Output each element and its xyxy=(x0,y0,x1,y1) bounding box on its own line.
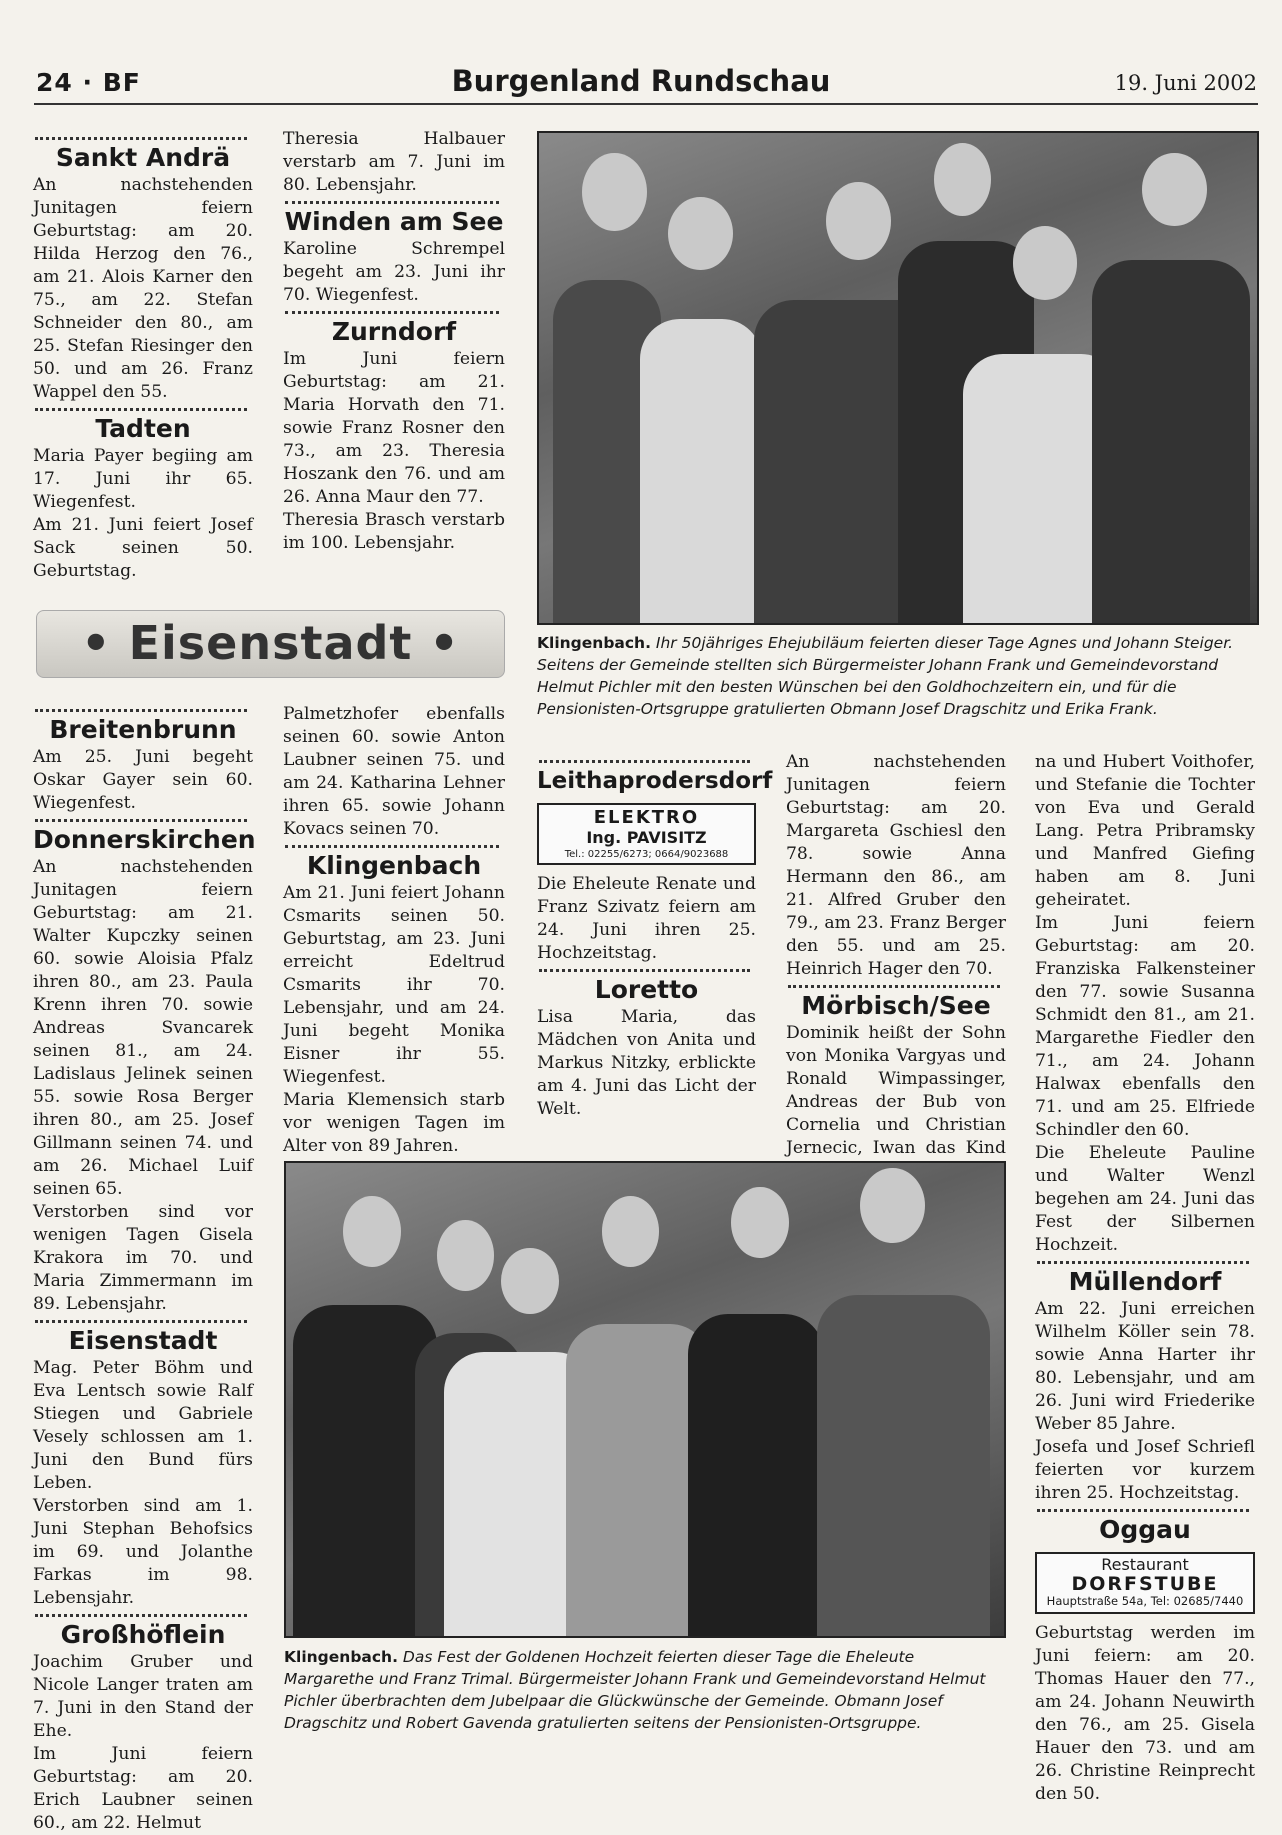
section-banner: • Eisenstadt • xyxy=(36,610,505,678)
article-text: An nachstehenden Junitagen feiern Geburtstag: am 21. Walter Kupczky seinen 60. sowie Aloisia Pfalz ihren 80., am 23. Paula Krenn ihren 70. sowie Andreas Svancarek seinen 81., am 24. Ladislaus Jelinek seinen 55. sowie Rosa Berger ihren 80., am 25. Josef Gillmann seinen 74. und am 26. Michael Luif seinen 65. xyxy=(33,857,253,1199)
section-tadten xyxy=(33,408,253,583)
article-text: Lisa Maria, das Mädchen von Anita und Markus Nitzky, erblickte am 4. Juni das Licht der Welt. xyxy=(537,1007,756,1119)
ad-line: ELEKTRO xyxy=(593,807,700,828)
article-text: Verstorben sind am 1. Juni Stephan Behofsics im 69. und Jolanthe Farkas im 98. Lebensjahr. xyxy=(33,1496,253,1608)
photo-person xyxy=(437,1220,494,1291)
article-text: Karoline Schrempel begeht am 23. Juni ihr 70. Wiegenfest. xyxy=(283,239,505,305)
photo-person xyxy=(1142,153,1207,227)
column-3 xyxy=(537,756,773,1121)
ad-line: Ing. PAVISITZ xyxy=(586,828,707,847)
section-sankt-andrae xyxy=(33,137,253,404)
section-klingenbach xyxy=(283,845,505,1158)
issue-date: 19. Juni 2002 xyxy=(1114,71,1257,95)
divider xyxy=(285,311,499,314)
section-winden-am-see xyxy=(283,201,505,307)
section-oggau xyxy=(1035,1509,1255,1806)
ad-line: Hauptstraße 54a, Tel: 02685/7440 xyxy=(1046,1594,1244,1608)
section-heading: Winden am See xyxy=(284,207,504,236)
article-text: Theresia Brasch verstarb im 100. Lebensjahr. xyxy=(283,510,505,553)
article-text: Verstorben sind vor wenigen Tagen Gisela Krakora im 70. und Maria Zimmermann im 89. Lebensjahr. xyxy=(33,1202,253,1314)
ad-line: Restaurant xyxy=(1101,1555,1189,1574)
section-heading: Sankt Andrä xyxy=(55,143,231,172)
caption-place: Klingenbach. xyxy=(537,634,651,652)
divider xyxy=(35,1614,247,1617)
photo-person xyxy=(602,1196,659,1267)
photo-person xyxy=(1013,226,1078,300)
section-continued xyxy=(1035,751,1255,1257)
divider xyxy=(1037,1509,1249,1512)
article-text: Maria Klemensich starb vor wenigen Tagen im Alter von 89 Jahren. xyxy=(283,1090,505,1156)
ad-elektro-pavisitz xyxy=(537,803,756,865)
section-heading: Zurndorf xyxy=(331,317,457,346)
article-text: Die Eheleute Renate und Franz Szivatz feiern am 24. Juni ihren 25. Hochzeitstag. xyxy=(537,874,756,963)
photo-person xyxy=(501,1248,558,1314)
divider xyxy=(788,985,1000,988)
header-rule xyxy=(34,103,1258,105)
article-text: Geburtstag werden im Juni feiern: am 20. Thomas Hauer den 77., am 24. Johann Neuwirth den 76., am 25. Gisela Hauer den 73. und am 26. Christine Reinprecht den 50. xyxy=(1035,1623,1255,1804)
photo-person xyxy=(640,319,762,623)
article-text: na und Hubert Voithofer, und Stefanie die Tochter von Eva und Gerald Lang. Petra Pribramsky und Manfred Giefing haben am 8. Juni geheiratet. xyxy=(1035,752,1255,910)
page-number: 24 · BF xyxy=(36,68,141,97)
photo-steiger-jubilee xyxy=(537,131,1259,625)
divider xyxy=(1037,1261,1249,1264)
section-heading: Loretto xyxy=(594,975,699,1004)
section-heading: Leithaprodersdorf xyxy=(537,768,773,794)
section-loretto xyxy=(537,969,756,1121)
newspaper-title: Burgenland Rundschau xyxy=(451,64,831,98)
section-leithaprodersdorf xyxy=(537,760,773,965)
photo-person xyxy=(817,1295,989,1636)
article-text: Dominik heißt der Sohn von Monika Vargyas und Ronald Wimpassinger, Andreas der Bub von Cornelia und Christian Jernecic, Iwan das Kind xyxy=(786,1023,1006,1158)
divider xyxy=(35,1320,247,1323)
section-heading: Eisenstadt xyxy=(68,1326,218,1355)
photo-person xyxy=(731,1187,788,1258)
section-continued xyxy=(786,751,1006,981)
photo-person xyxy=(668,197,733,271)
divider xyxy=(285,201,499,204)
divider xyxy=(285,845,499,848)
divider xyxy=(539,969,750,972)
article-text: An nachstehenden Junitagen feiern Geburtstag: am 20. Hilda Herzog den 76., am 21. Alois Karner den 75., am 22. Stefan Schneider den 80., am 25. Stefan Riesinger den 50. und am 26. Franz Wappel den 55. xyxy=(33,175,253,402)
article-text: Joachim Gruber und Nicole Langer traten am 7. Juni in den Stand der Ehe. xyxy=(33,1652,253,1741)
ad-restaurant-dorfstube xyxy=(1035,1552,1255,1614)
article-text: Im Juni feiern Geburtstag: am 21. Maria Horvath den 71. sowie Franz Rosner den 73., am 23. Theresia Hoszank den 76. und am 26. Anna Maur den 77. xyxy=(283,349,505,507)
photo-person xyxy=(1092,260,1250,623)
article-text: Josefa und Josef Schriefl feierten vor kurzem ihren 25. Hochzeitstag. xyxy=(1035,1437,1255,1503)
section-muellendorf xyxy=(1035,1261,1255,1505)
section-heading: Klingenbach xyxy=(306,851,482,880)
section-heading: Großhöflein xyxy=(60,1620,226,1649)
section-heading: Donnerskirchen xyxy=(33,825,256,854)
article-text: An nachstehenden Junitagen feiern Geburtstag: am 20. Margareta Gschiesl den 78. sowie Anna Hermann den 86., am 21. Alfred Gruber den 79., am 23. Franz Berger den 55. und am 25. Heinrich Hager den 70. xyxy=(786,752,1006,979)
article-text: Am 21. Juni feiert Johann Csmarits seinen 50. Geburtstag, am 23. Juni erreicht Edeltrud Csmarits ihr 70. Lebensjahr, und am 24. Juni begeht Monika Eisner ihr 55. Wiegenfest. xyxy=(283,883,505,1087)
article-text: Palmetzhofer ebenfalls seinen 60. sowie Anton Laubner seinen 75. und am 24. Katharina Lehner ihren 65. sowie Johann Kovacs seinen 70. xyxy=(283,704,505,839)
column-4 xyxy=(786,751,1006,1183)
section-continued xyxy=(283,128,505,197)
caption-place: Klingenbach. xyxy=(284,1648,398,1666)
column-1-top xyxy=(33,133,253,583)
article-text: Im Juni feiern Geburtstag: am 20. Franziska Falkensteiner den 77. sowie Susanna Schmidt den 81., am 21. Margarethe Fiedler den 71., am 24. Johann Halwax ebenfalls den 71. und am 25. Elfriede Schindler den 60. xyxy=(1035,913,1255,1140)
photo-caption-1 xyxy=(537,632,1253,720)
article-text: Im Juni feiern Geburtstag: am 20. Erich Laubner seinen 60., am 22. Helmut xyxy=(33,1744,253,1833)
ad-line: DORFSTUBE xyxy=(1071,1573,1219,1595)
article-text: Am 25. Juni begeht Oskar Gayer sein 60. Wiegenfest. xyxy=(33,747,253,813)
section-breitenbrunn xyxy=(33,709,253,815)
divider xyxy=(35,819,247,822)
photo-person xyxy=(860,1168,925,1244)
caption-text: Das Fest der Goldenen Hochzeit feierten dieser Tage die Eheleute Margarethe und Franz Trimal. Bürgermeister Johann Frank und Gemeindevorstand Helmut Pichler überbrachten dem Jubelpaar die Glückwünsche der Gemeinde. Obmann Josef Dragschitz und Robert Gavenda gratulierten seitens der Pensionisten-Ortsgruppe. xyxy=(284,1648,986,1732)
photo-caption-2 xyxy=(284,1646,1000,1734)
column-2-top xyxy=(283,128,505,555)
article-text: Am 21. Juni feiert Josef Sack seinen 50. Geburtstag. xyxy=(33,515,253,581)
divider xyxy=(35,709,247,712)
article-text: Maria Payer begiing am 17. Juni ihr 65. Wiegenfest. xyxy=(33,446,253,512)
article-text: Am 22. Juni erreichen Wilhelm Köller sein 78. sowie Anna Harter ihr 80. Lebensjahr, und am 26. Juni wird Friederike Weber 85 Jahre. xyxy=(1035,1299,1255,1434)
ad-line: Tel.: 02255/6273; 0664/9023688 xyxy=(564,849,729,860)
photo-person xyxy=(826,182,891,260)
section-heading: Tadten xyxy=(95,414,191,443)
column-2-bottom xyxy=(283,703,505,1158)
divider xyxy=(35,408,247,411)
photo-trimal-jubilee xyxy=(284,1161,1006,1638)
section-continued xyxy=(283,703,505,841)
column-1-bottom xyxy=(33,705,256,1835)
photo-person xyxy=(688,1314,824,1636)
section-heading: Oggau xyxy=(1099,1515,1191,1544)
photo-person xyxy=(934,143,991,217)
section-eisenstadt xyxy=(33,1320,253,1610)
section-heading: Breitenbrunn xyxy=(49,715,237,744)
caption-text: Ihr 50jähriges Ehejubiläum feierten dieser Tage Agnes und Johann Steiger. Seitens der Gemeinde stellten sich Bürgermeister Johann Frank und Gemeindevorstand Helmut Pichler mit den besten Wünschen bei den Goldhochzeitern ein, und für die Pensionisten-Ortsgruppe gratulierten Obmann Josef Dragschitz und Erika Frank. xyxy=(537,634,1234,718)
section-heading: Müllendorf xyxy=(1068,1267,1222,1296)
photo-person xyxy=(343,1196,400,1267)
photo-person xyxy=(582,153,647,231)
section-grosshoeflein xyxy=(33,1614,253,1835)
section-moerbisch-see xyxy=(786,985,1006,1183)
article-text: Theresia Halbauer verstarb am 7. Juni im 80. Lebensjahr. xyxy=(283,129,505,195)
article-text: Die Eheleute Pauline und Walter Wenzl begehen am 24. Juni das Fest der Silbernen Hochzeit. xyxy=(1035,1143,1255,1255)
column-5 xyxy=(1035,751,1255,1806)
divider xyxy=(35,137,247,140)
article-text: Mag. Peter Böhm und Eva Lentsch sowie Ralf Stiegen und Gabriele Vesely schlossen am 1. Juni den Bund fürs Leben. xyxy=(33,1358,253,1493)
section-heading: Mörbisch/See xyxy=(801,991,991,1020)
section-donnerskirchen xyxy=(33,819,256,1316)
divider xyxy=(539,760,750,763)
section-zurndorf xyxy=(283,311,505,555)
